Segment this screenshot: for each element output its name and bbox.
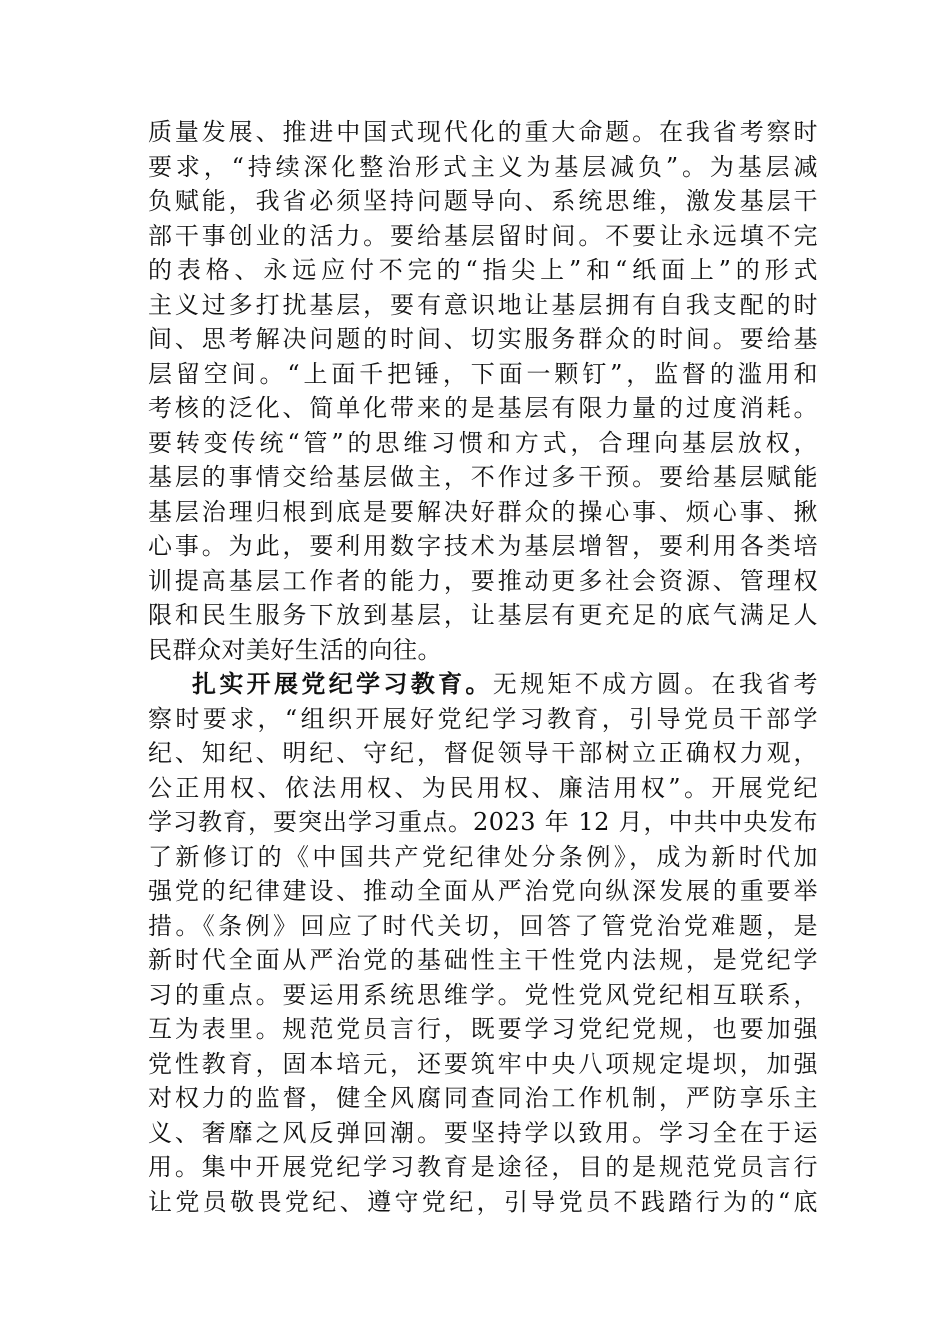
text-line: 用。集中开展党纪学习教育是途径，目的是规范党员言行 <box>148 1153 818 1181</box>
text-line: 基层治理归根到底是要解决好群众的操心事、烦心事、揪 <box>148 497 818 526</box>
text-line: 习的重点。要运用系统思维学。党性党风党纪相互联系， <box>148 980 818 1009</box>
paragraph-first-line <box>148 667 818 702</box>
text-line: 主义过多打扰基层，要有意识地让基层拥有自我支配的时 <box>148 290 818 319</box>
text-line: 对权力的监督，健全风腐同查同治工作机制，严防享乐主 <box>148 1084 818 1112</box>
text-line: 了新修订的《中国共产党纪律处分条例》，成为新时代加 <box>148 842 818 871</box>
text-line: 新时代全面从严治党的基础性主干性党内法规，是党纪学 <box>148 946 818 974</box>
text-line: 要求，“持续深化整治形式主义为基层减负”。为基层减 <box>148 152 818 181</box>
text-line: 强党的纪律建设、推动全面从严治党向纵深发展的重要举 <box>148 877 818 905</box>
text-line: 限和民生服务下放到基层，让基层有更充足的底气满足人 <box>148 601 818 629</box>
text-line: 公正用权、依法用权、为民用权、廉洁用权”。开展党纪 <box>148 773 818 802</box>
text-line: 负赋能，我省必须坚持问题导向、系统思维，激发基层干 <box>148 187 818 215</box>
text-line: 学习教育，要突出学习重点。2023 年 12 月，中共中央发布 <box>148 808 818 836</box>
text-line: 基层的事情交给基层做主，不作过多干预。要给基层赋能 <box>148 463 818 491</box>
text-line: 措。《条例》回应了时代关切，回答了管党治党难题，是 <box>148 911 818 940</box>
paragraph-burden-reduction <box>148 115 818 667</box>
text-run: 无规矩不成方圆。在我省考 <box>492 670 818 698</box>
text-line: 互为表里。规范党员言行，既要学习党纪党规，也要加强 <box>148 1015 818 1043</box>
text-line: 间、思考解决问题的时间、切实服务群众的时间。要给基 <box>148 325 818 353</box>
text-line: 义、奢靡之风反弹回潮。要坚持学以致用。学习全在于运 <box>148 1118 818 1147</box>
text-line: 察时要求，“组织开展好党纪学习教育，引导党员干部学 <box>148 704 818 733</box>
text-line: 训提高基层工作者的能力，要推动更多社会资源、管理权 <box>148 566 818 595</box>
text-line: 党性教育，固本培元，还要筑牢中央八项规定堤坝，加强 <box>148 1049 818 1078</box>
text-line: 考核的泛化、简单化带来的是基层有限力量的过度消耗。 <box>148 394 818 422</box>
text-line: 纪、知纪、明纪、守纪，督促领导干部树立正确权力观， <box>148 739 818 767</box>
text-line: 部干事创业的活力。要给基层留时间。不要让永远填不完 <box>148 221 818 250</box>
text-line: 让党员敬畏党纪、遵守党纪，引导党员不践踏行为的“底 <box>148 1187 818 1216</box>
paragraph-heading: 扎实开展党纪学习教育。 <box>192 670 493 698</box>
text-line: 心事。为此，要利用数字技术为基层增智，要利用各类培 <box>148 532 818 560</box>
text-line: 民群众对美好生活的向往。 <box>148 635 442 664</box>
text-line: 质量发展、推进中国式现代化的重大命题。在我省考察时 <box>148 118 818 146</box>
text-line: 要转变传统“管”的思维习惯和方式，合理向基层放权， <box>148 428 818 457</box>
text-line: 的表格、永远应付不完的“指尖上”和“纸面上”的形式 <box>148 256 818 284</box>
text-line: 层留空间。“上面千把锤，下面一颗钉”，监督的滥用和 <box>148 359 818 388</box>
paragraph-discipline-education <box>148 667 818 1219</box>
